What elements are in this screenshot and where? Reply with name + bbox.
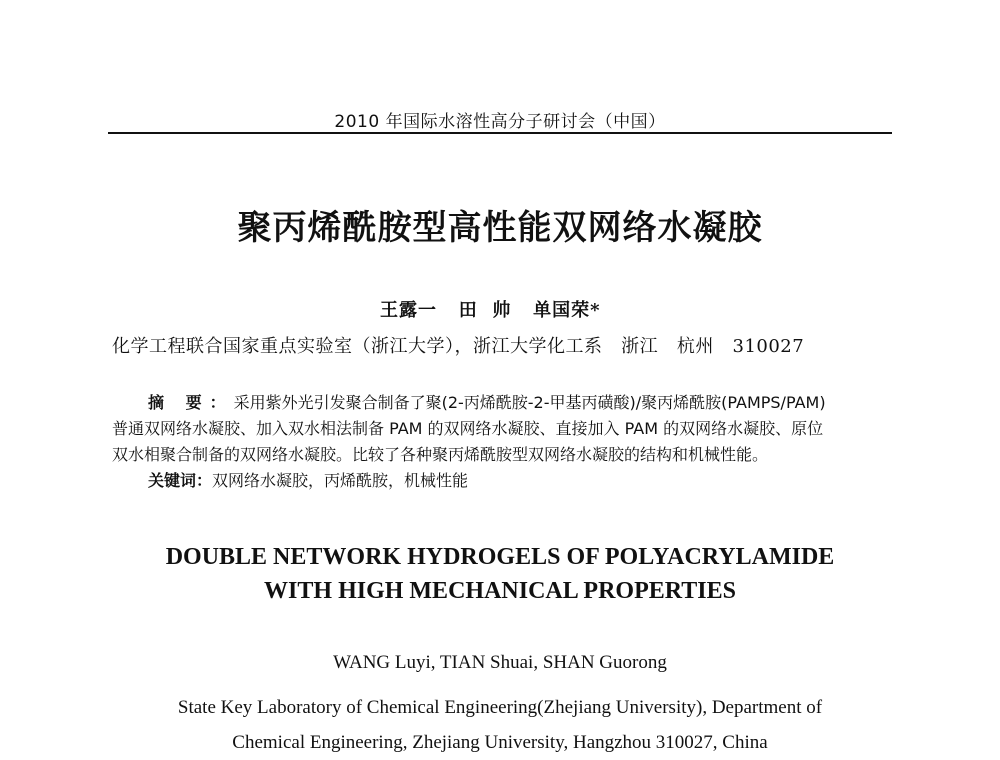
header-rule — [108, 132, 892, 134]
abstract-cn — [112, 390, 884, 494]
keywords-line — [112, 468, 884, 494]
authors-cn: 王露一 田 帅 单国荣* — [380, 300, 601, 321]
paper-title-en-line-1: DOUBLE NETWORK HYDROGELS OF POLYACRYLAMIDE — [165, 544, 835, 570]
abstract-label: 摘 要： — [148, 393, 234, 412]
affiliation-en-line-1: State Key Laboratory of Chemical Engineering(Zhejiang University), Department of — [177, 697, 823, 718]
affiliation-cn: 化学工程联合国家重点实验室（浙江大学），浙江大学化工系 浙江 杭州 310027 — [112, 336, 805, 357]
paper-title-en — [0, 540, 1000, 608]
affiliation-en — [0, 690, 1000, 760]
abstract-line-3: 双水相聚合制备的双网络水凝胶。比较了各种聚丙烯酰胺型双网络水凝胶的结构和机械性能。 — [112, 445, 769, 464]
authors-en: WANG Luyi, TIAN Shuai, SHAN Guorong — [333, 652, 667, 673]
abstract-line-1 — [112, 390, 884, 416]
paper-title-en-line-2: WITH HIGH MECHANICAL PROPERTIES — [264, 578, 736, 604]
paper-title-cn: 聚丙烯酰胺型高性能双网络水凝胶 — [237, 208, 763, 248]
keywords-label: 关键词： — [148, 471, 213, 490]
keywords-text: 双网络水凝胶，丙烯酰胺，机械性能 — [212, 471, 469, 490]
abstract-line-2: 普通双网络水凝胶、加入双水相法制备 PAM 的双网络水凝胶、直接加入 PAM 的双网络水凝胶、原位 — [112, 419, 824, 438]
abstract-text-1: 采用紫外光引发聚合制备了聚(2-丙烯酰胺-2-甲基丙磺酸)/聚丙烯酰胺(PAMPS/PAM) — [233, 393, 826, 412]
affiliation-en-line-2: Chemical Engineering, Zhejiang University, Hangzhou 310027, China — [232, 732, 768, 753]
running-header: 2010 年国际水溶性高分子研讨会（中国） — [334, 112, 666, 132]
